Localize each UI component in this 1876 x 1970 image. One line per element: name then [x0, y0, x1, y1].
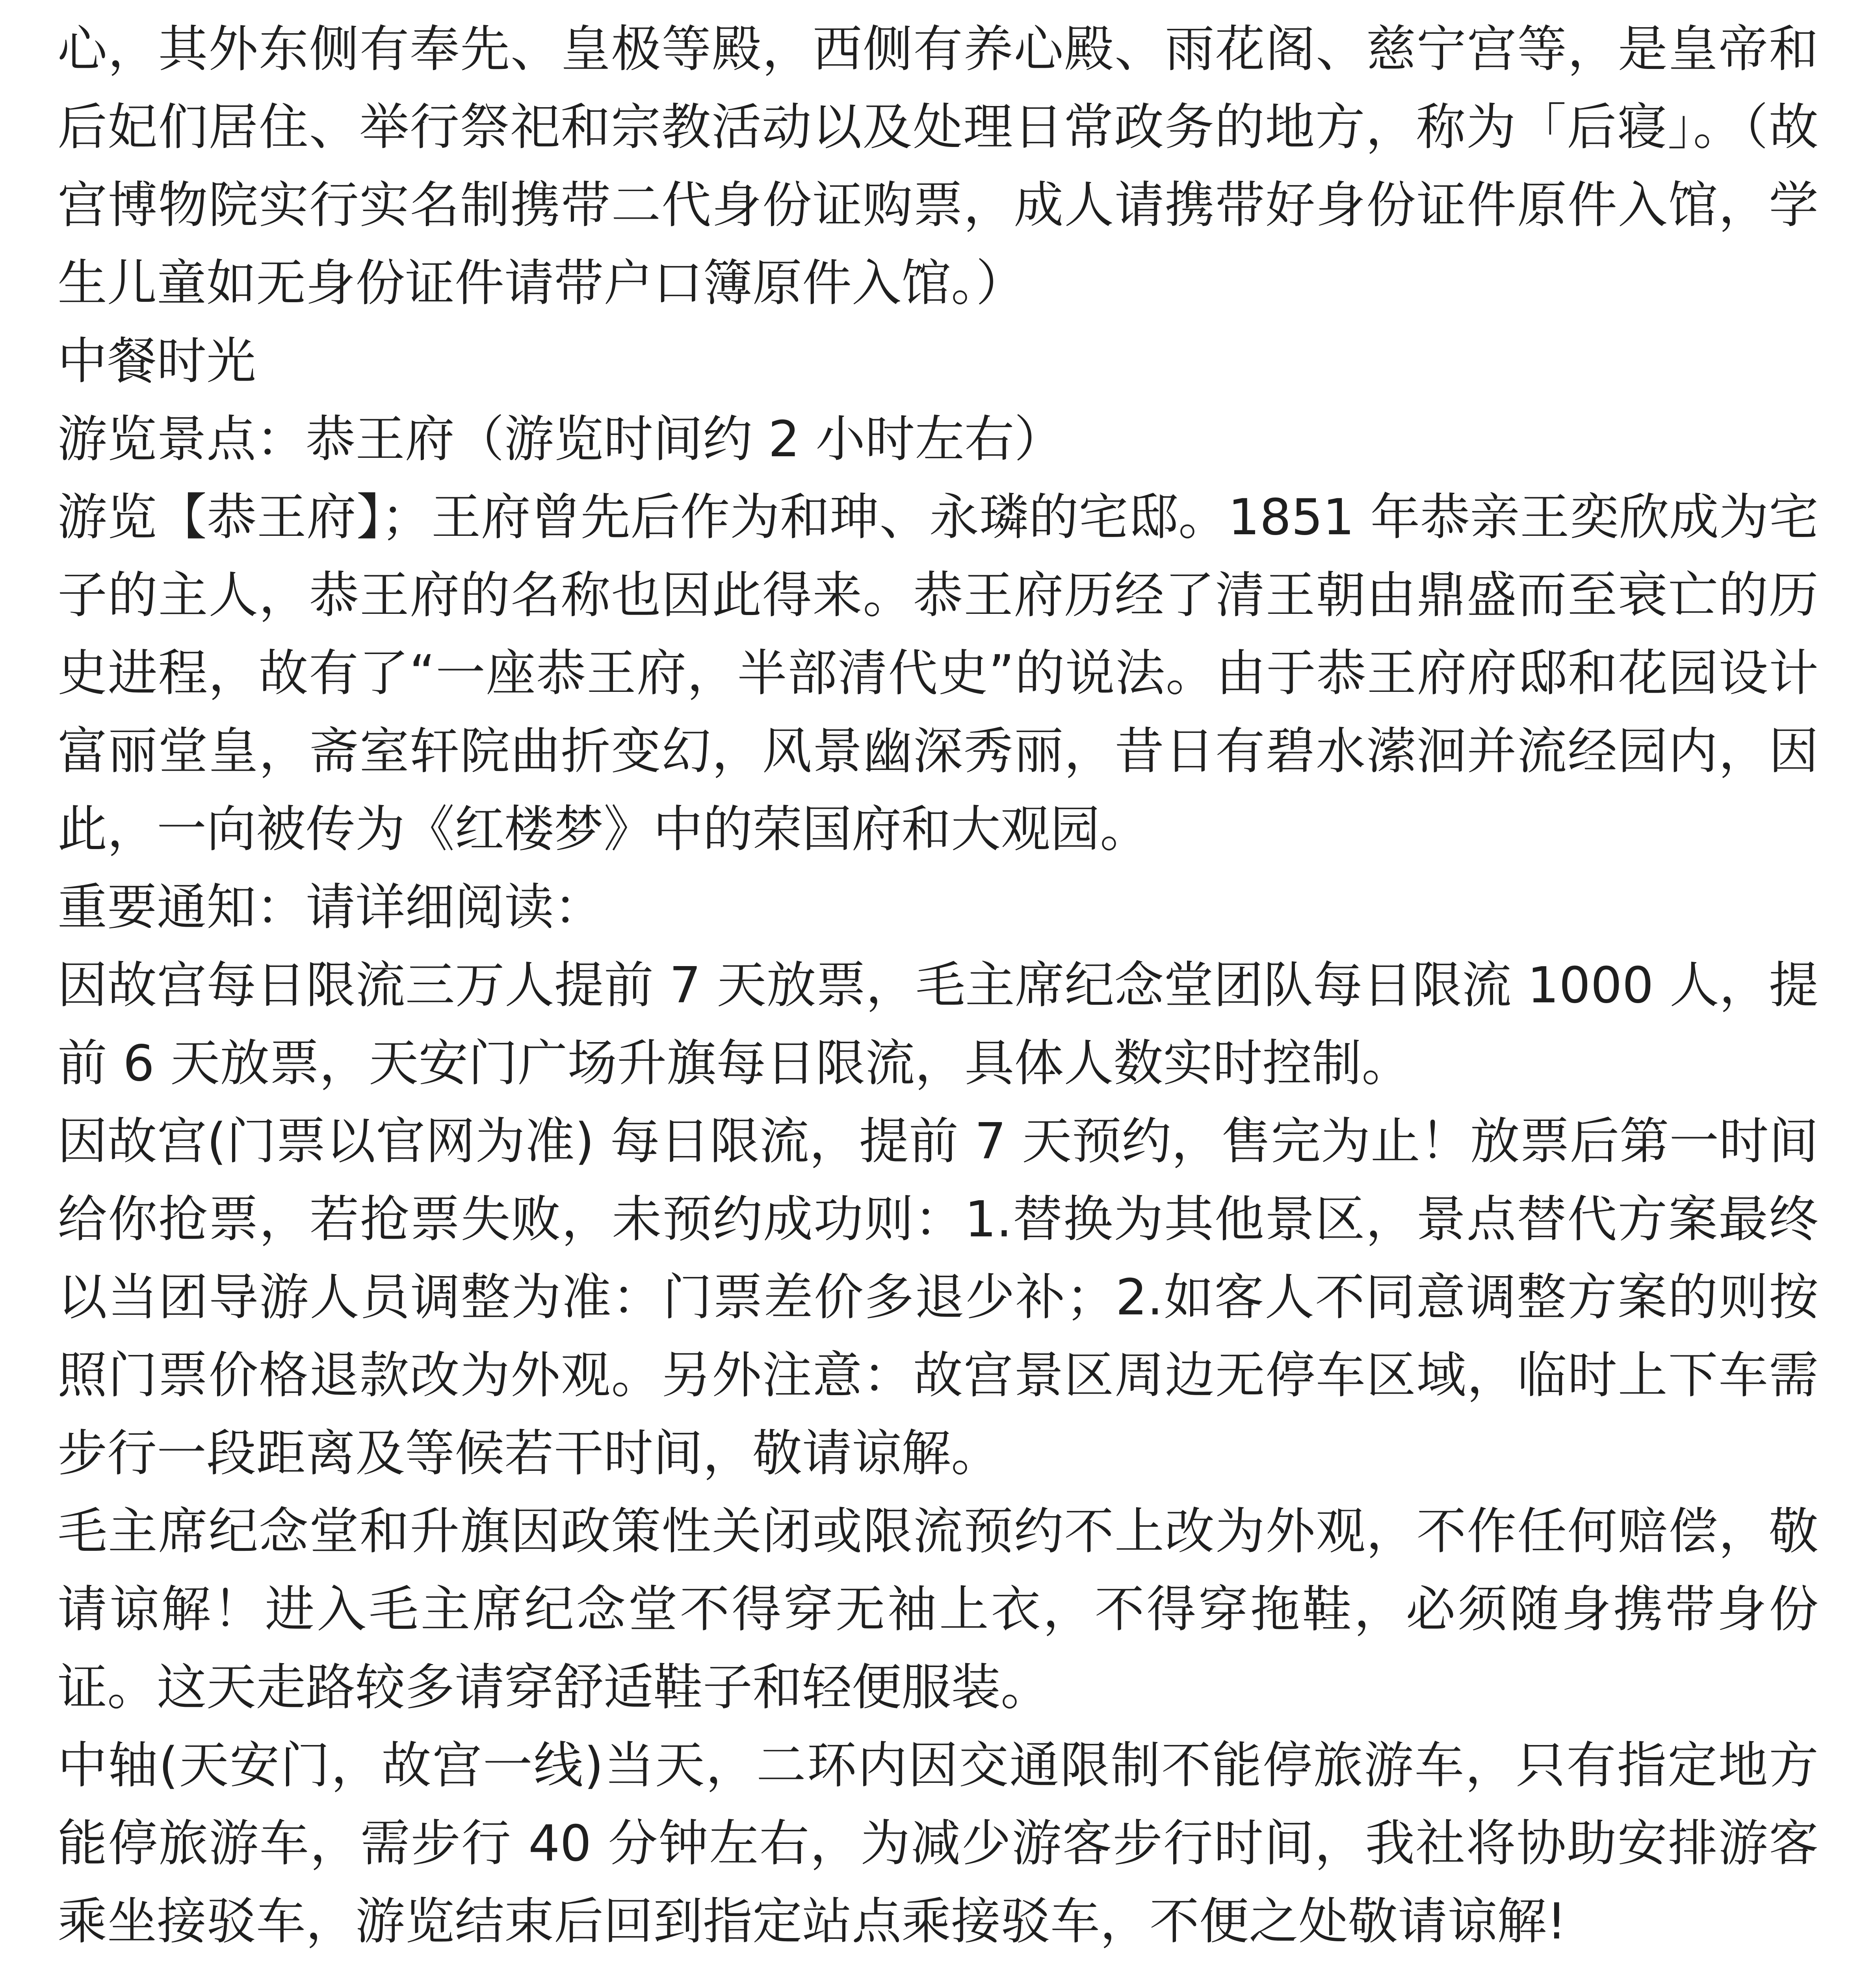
- document-page: [58, 0, 1818, 1970]
- paragraph-booking-policy: 因故宫(门票以官网为准) 每日限流，提前 7 天预约，售完为止！放票后第一时间给你抢票，若抢票失败，未预约成功则：1.替换为其他景区，景点替代方案最终以当团导游人员调整为准：门票差价多退少补；2.如客人不同意调整方案的则按照门票价格退款改为外观。另外注意：故宫景区周边无停车区域，临时上下车需步行一段距离及等候若干时间，敬请谅解。: [58, 1112, 1818, 1482]
- paragraph-forbidden-city-rear-palace: 心，其外东侧有奉先、皇极等殿，西侧有养心殿、雨花阁、慈宁宫等，是皇帝和后妃们居住、举行祭祀和宗教活动以及处理日常政务的地方，称为「后寝」。（故宫博物院实行实名制携带二代身份证购票，成人请携带好身份证件原件入馆，学生儿童如无身份证件请带户口簿原件入馆。）: [58, 20, 1818, 312]
- paragraph-important-notice: 重要通知：请详细阅读：: [58, 878, 604, 936]
- paragraph-prince-gong-description: 游览【恭王府】；王府曾先后作为和珅、永璘的宅邸。1851 年恭亲王奕欣成为宅子的主人，恭王府的名称也因此得来。恭王府历经了清王朝由鼎盛而至衰亡的历史进程，故有了“一座恭王府，半部清代史”的说法。由于恭王府府邸和花园设计富丽堂皇，斋室轩院曲折变幻，风景幽深秀丽，昔日有碧水潆洄并流经园内，因此，一向被传为《红楼梦》中的荣国府和大观园。: [58, 488, 1818, 858]
- paragraph-complaint-disclaimer: [58, 1961, 1818, 1970]
- paragraph-attraction-prince-gong: 游览景点：恭王府（游览时间约 2 小时左右）: [58, 410, 1064, 468]
- paragraph-ticket-limits: 因故宫每日限流三万人提前 7 天放票，毛主席纪念堂团队每日限流 1000 人，提前 6 天放票，天安门广场升旗每日限流，具体人数实时控制。: [58, 956, 1818, 1092]
- paragraph-shuttle-notice: 中轴(天安门，故宫一线)当天，二环内因交通限制不能停旅游车，只有指定地方能停旅游车，需步行 40 分钟左右，为减少游客步行时间，我社将协助安排游客乘坐接驳车，游览结束后回到指定站点乘接驳车，不便之处敬请谅解!: [58, 1736, 1818, 1950]
- paragraph-lunch: 中餐时光: [58, 332, 256, 390]
- paragraph-memorial-hall-rules: 毛主席纪念堂和升旗因政策性关闭或限流预约不上改为外观，不作任何赔偿，敬请谅解！进入毛主席纪念堂不得穿无袖上衣，不得穿拖鞋，必须随身携带身份证。这天走路较多请穿舒适鞋子和轻便服装。: [58, 1502, 1818, 1716]
